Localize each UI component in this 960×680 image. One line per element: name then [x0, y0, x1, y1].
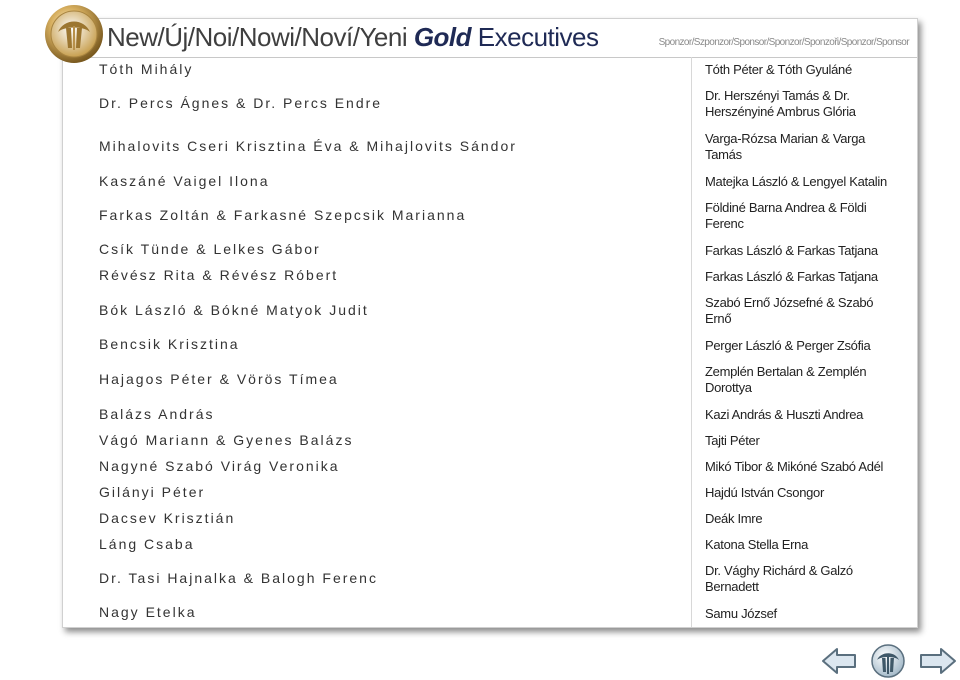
right-name: Matejka László & Lengyel Katalin — [705, 174, 887, 189]
left-name: Nagy Etelka — [99, 604, 197, 620]
nu-skin-home-icon[interactable] — [870, 644, 906, 678]
left-name: Balázs András — [99, 406, 215, 422]
right-name: Deák Imre — [705, 511, 763, 526]
left-name: Dacsev Krisztián — [99, 510, 236, 526]
right-name: Kazi András & Huszti Andrea — [705, 407, 864, 422]
right-name: Dr. Herszényi Tamás & Dr. Herszényiné Ambrus Glória — [705, 88, 856, 119]
left-name: Mihalovits Cseri Krisztina Éva & Mihajlovits Sándor — [99, 138, 517, 154]
title-gold: Gold — [413, 22, 472, 52]
left-name: Bók László & Bókné Matyok Judit — [99, 302, 369, 318]
title-main: New/Új/Noi/Nowi/Noví/Yeni — [107, 22, 414, 52]
right-name: Samu József — [705, 606, 777, 621]
left-name: Vágó Mariann & Gyenes Balázs — [99, 432, 354, 448]
right-name: Dr. Vághy Richárd & Galzó Bernadett — [705, 563, 853, 594]
left-name: Hajagos Péter & Vörös Tímea — [99, 371, 339, 387]
right-name: Katona Stella Erna — [705, 537, 809, 552]
left-name: Farkas Zoltán & Farkasné Szepcsik Marianna — [99, 207, 467, 223]
left-name: Dr. Tasi Hajnalka & Balogh Ferenc — [99, 570, 378, 586]
left-name: Kaszáné Vaigel Ilona — [99, 173, 270, 189]
page-title — [107, 22, 599, 53]
right-name: Perger László & Perger Zsófia — [705, 338, 871, 353]
arrow-right-icon[interactable] — [919, 646, 957, 676]
left-name: Csík Tünde & Lelkes Gábor — [99, 241, 321, 257]
left-name: Nagyné Szabó Virág Veronika — [99, 458, 340, 474]
title-executives: Executives — [471, 22, 599, 52]
left-name: Bencsik Krisztina — [99, 336, 240, 352]
nu-skin-gold-logo-icon — [44, 4, 104, 64]
header — [63, 19, 917, 58]
right-name: Farkas László & Farkas Tatjana — [705, 243, 878, 258]
left-name: Gilányi Péter — [99, 484, 206, 500]
arrow-left-icon[interactable] — [821, 646, 857, 676]
right-name: Szabó Ernő Józsefné & Szabó Ernő — [705, 295, 874, 326]
right-name: Hajdú István Csongor — [705, 485, 825, 500]
left-name: Révész Rita & Révész Róbert — [99, 267, 339, 283]
right-name: Farkas László & Farkas Tatjana — [705, 269, 878, 284]
left-name: Dr. Percs Ágnes & Dr. Percs Endre — [99, 95, 383, 111]
right-name: Földiné Barna Andrea & Földi Ferenc — [705, 200, 867, 231]
left-name: Tóth Mihály — [99, 61, 194, 77]
right-name: Tajti Péter — [705, 433, 760, 448]
sponsor-label: Sponzor/Szponzor/Sponsor/Sponzor/Sponzoři/Sponzor/Sponsor — [658, 37, 909, 48]
names-panel — [62, 18, 918, 628]
column-divider — [691, 57, 692, 627]
right-name: Tóth Péter & Tóth Gyuláné — [705, 62, 852, 77]
right-name: Mikó Tibor & Mikóné Szabó Adél — [705, 459, 884, 474]
right-name: Varga-Rózsa Marian & Varga Tamás — [705, 131, 866, 162]
right-name: Zemplén Bertalan & Zemplén Dorottya — [705, 364, 867, 395]
left-name: Láng Csaba — [99, 536, 195, 552]
